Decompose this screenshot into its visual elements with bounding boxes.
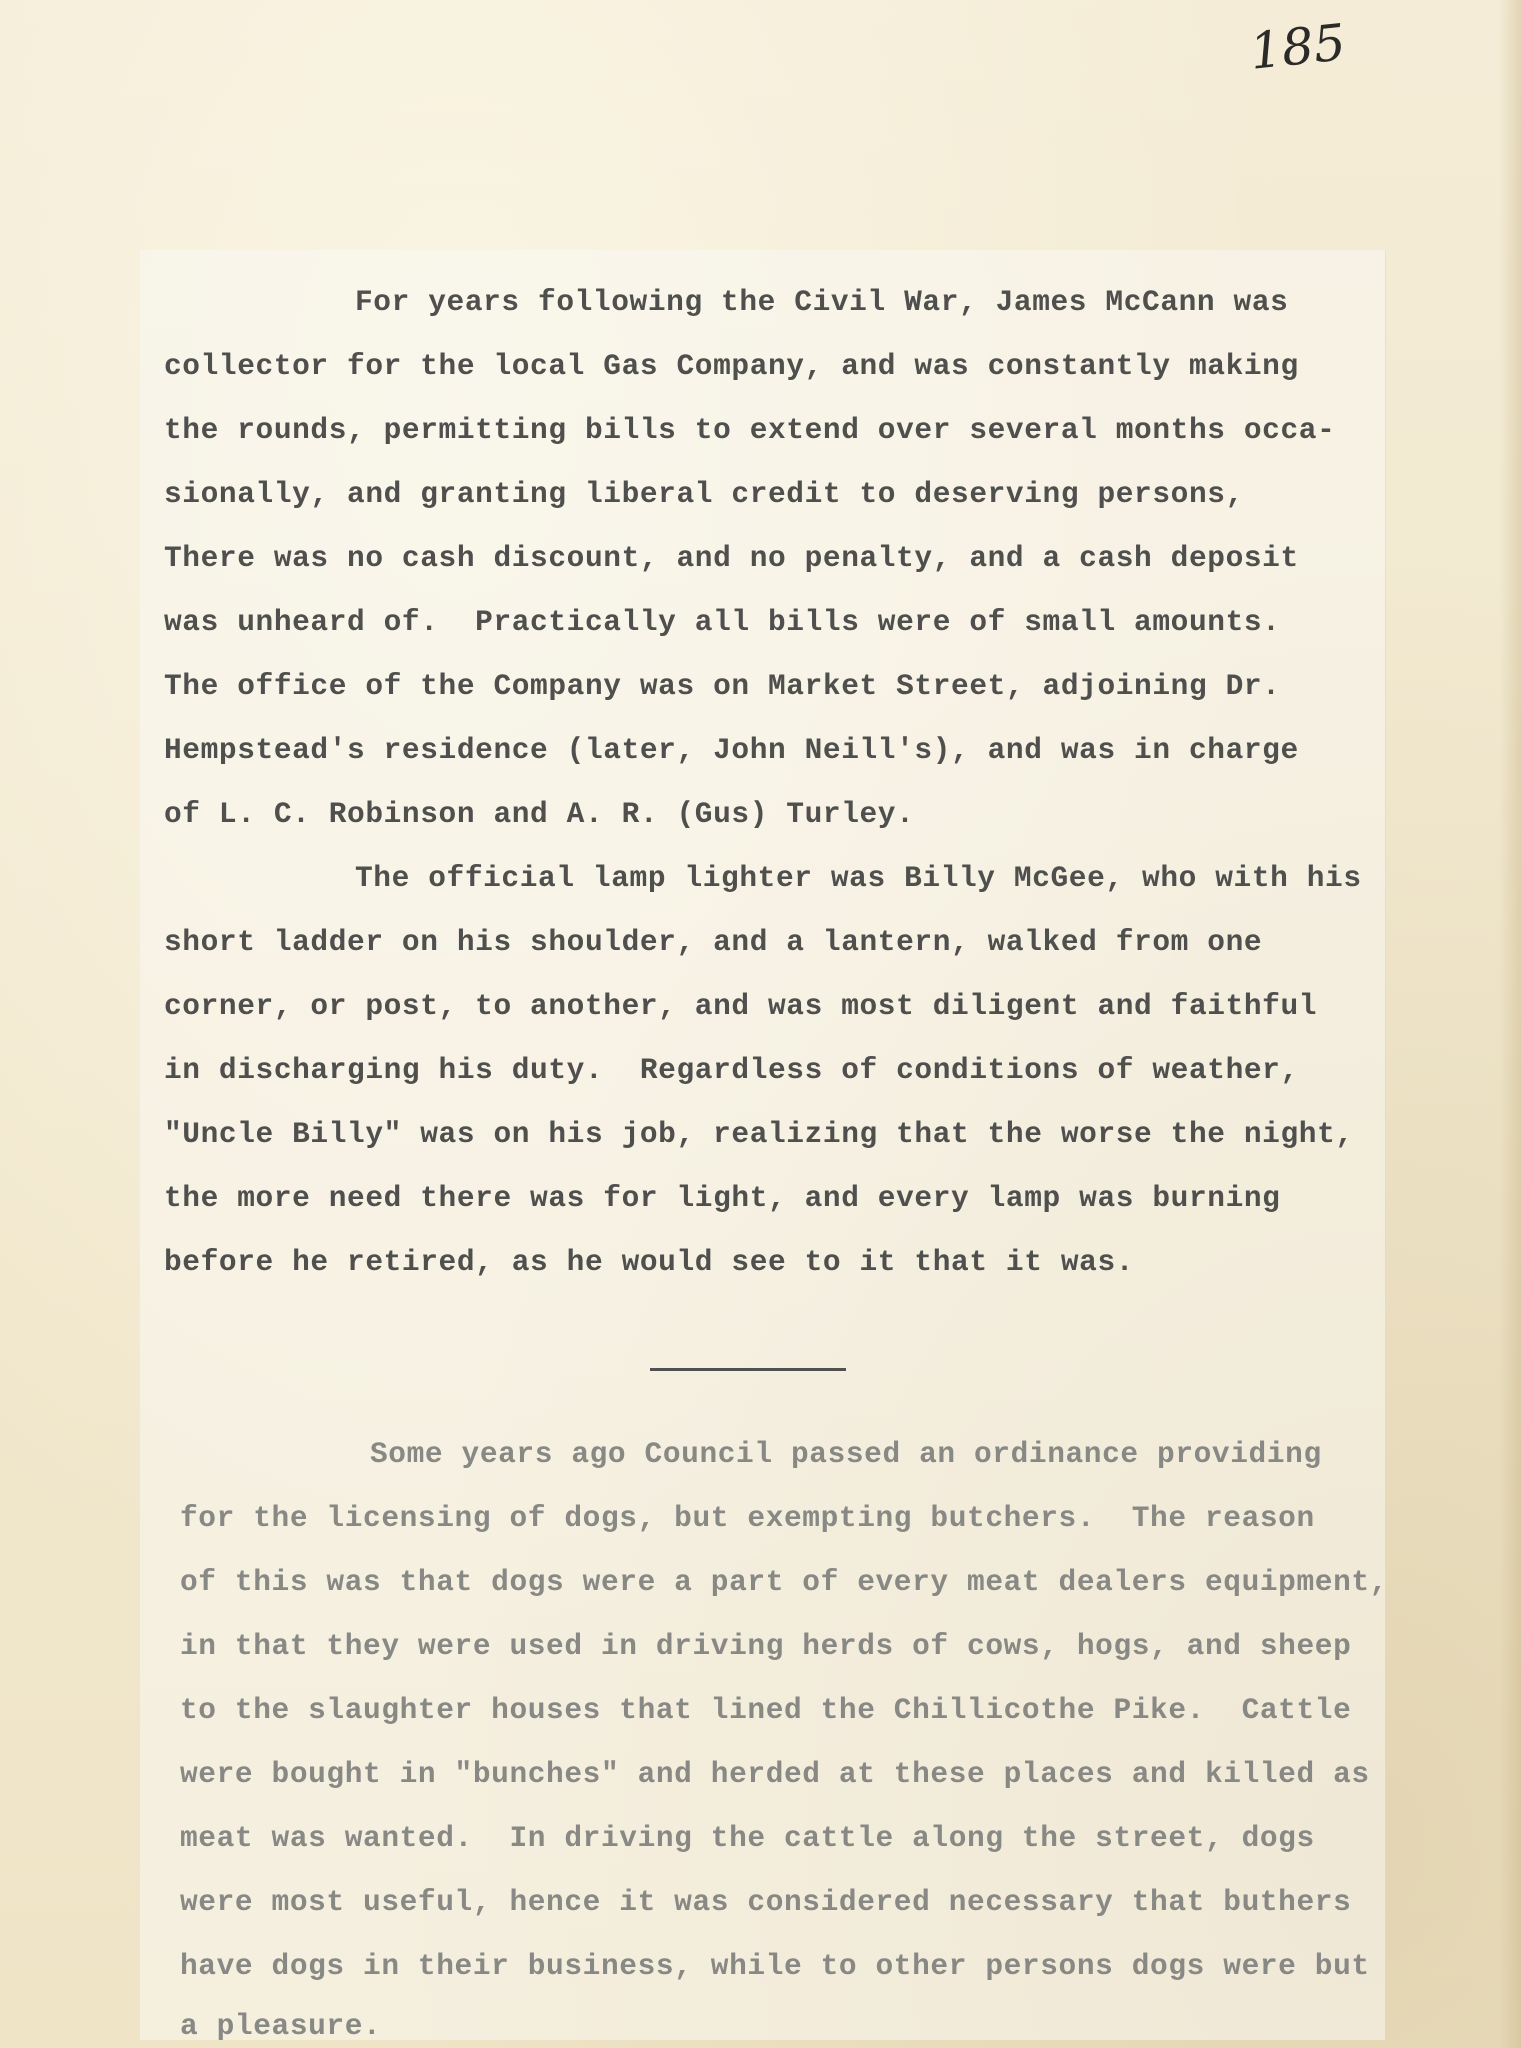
text-line: "Uncle Billy" was on his job, realizing that the worse the night, <box>164 1117 1354 1151</box>
section-divider <box>650 1368 846 1371</box>
text-line: For years following the Civil War, James McCann was <box>355 285 1289 319</box>
page-edge <box>1499 0 1521 2048</box>
text-line: to the slaughter houses that lined the Chillicothe Pike. Cattle <box>180 1693 1352 1727</box>
text-line: in that they were used in driving herds of cows, hogs, and sheep <box>180 1629 1352 1663</box>
text-line: a pleasure. <box>180 2009 382 2043</box>
text-line: meat was wanted. In driving the cattle along the street, dogs <box>180 1821 1315 1855</box>
text-line: short ladder on his shoulder, and a lantern, walked from one <box>164 925 1263 959</box>
text-line: corner, or post, to another, and was most diligent and faithful <box>164 989 1318 1023</box>
text-line: Hempstead's residence (later, John Neill's), and was in charge <box>164 733 1299 767</box>
page-number: 185 <box>1247 13 1349 81</box>
text-line: sionally, and granting liberal credit to deserving persons, <box>164 477 1244 511</box>
text-line: of this was that dogs were a part of every meat dealers equipment, <box>180 1565 1388 1599</box>
text-line: of L. C. Robinson and A. R. (Gus) Turley. <box>164 797 915 831</box>
text-line: collector for the local Gas Company, and was constantly making <box>164 349 1299 383</box>
text-line: The office of the Company was on Market Street, adjoining Dr. <box>164 669 1281 703</box>
text-line: before he retired, as he would see to it that it was. <box>164 1245 1135 1279</box>
text-line: for the licensing of dogs, but exempting butchers. The reason <box>180 1501 1315 1535</box>
text-line: There was no cash discount, and no penalty, and a cash deposit <box>164 541 1299 575</box>
text-line: in discharging his duty. Regardless of conditions of weather, <box>164 1053 1299 1087</box>
text-line: have dogs in their business, while to other persons dogs were but <box>180 1949 1370 1983</box>
text-line: The official lamp lighter was Billy McGee, who with his <box>355 861 1362 895</box>
text-line: were bought in "bunches" and herded at these places and killed as <box>180 1757 1370 1791</box>
text-line: were most useful, hence it was considered necessary that buthers <box>180 1885 1352 1919</box>
text-line: was unheard of. Practically all bills were of small amounts. <box>164 605 1281 639</box>
text-line: the rounds, permitting bills to extend over several months occa- <box>164 413 1336 447</box>
text-line: the more need there was for light, and every lamp was burning <box>164 1181 1281 1215</box>
text-line: Some years ago Council passed an ordinance providing <box>370 1437 1322 1471</box>
